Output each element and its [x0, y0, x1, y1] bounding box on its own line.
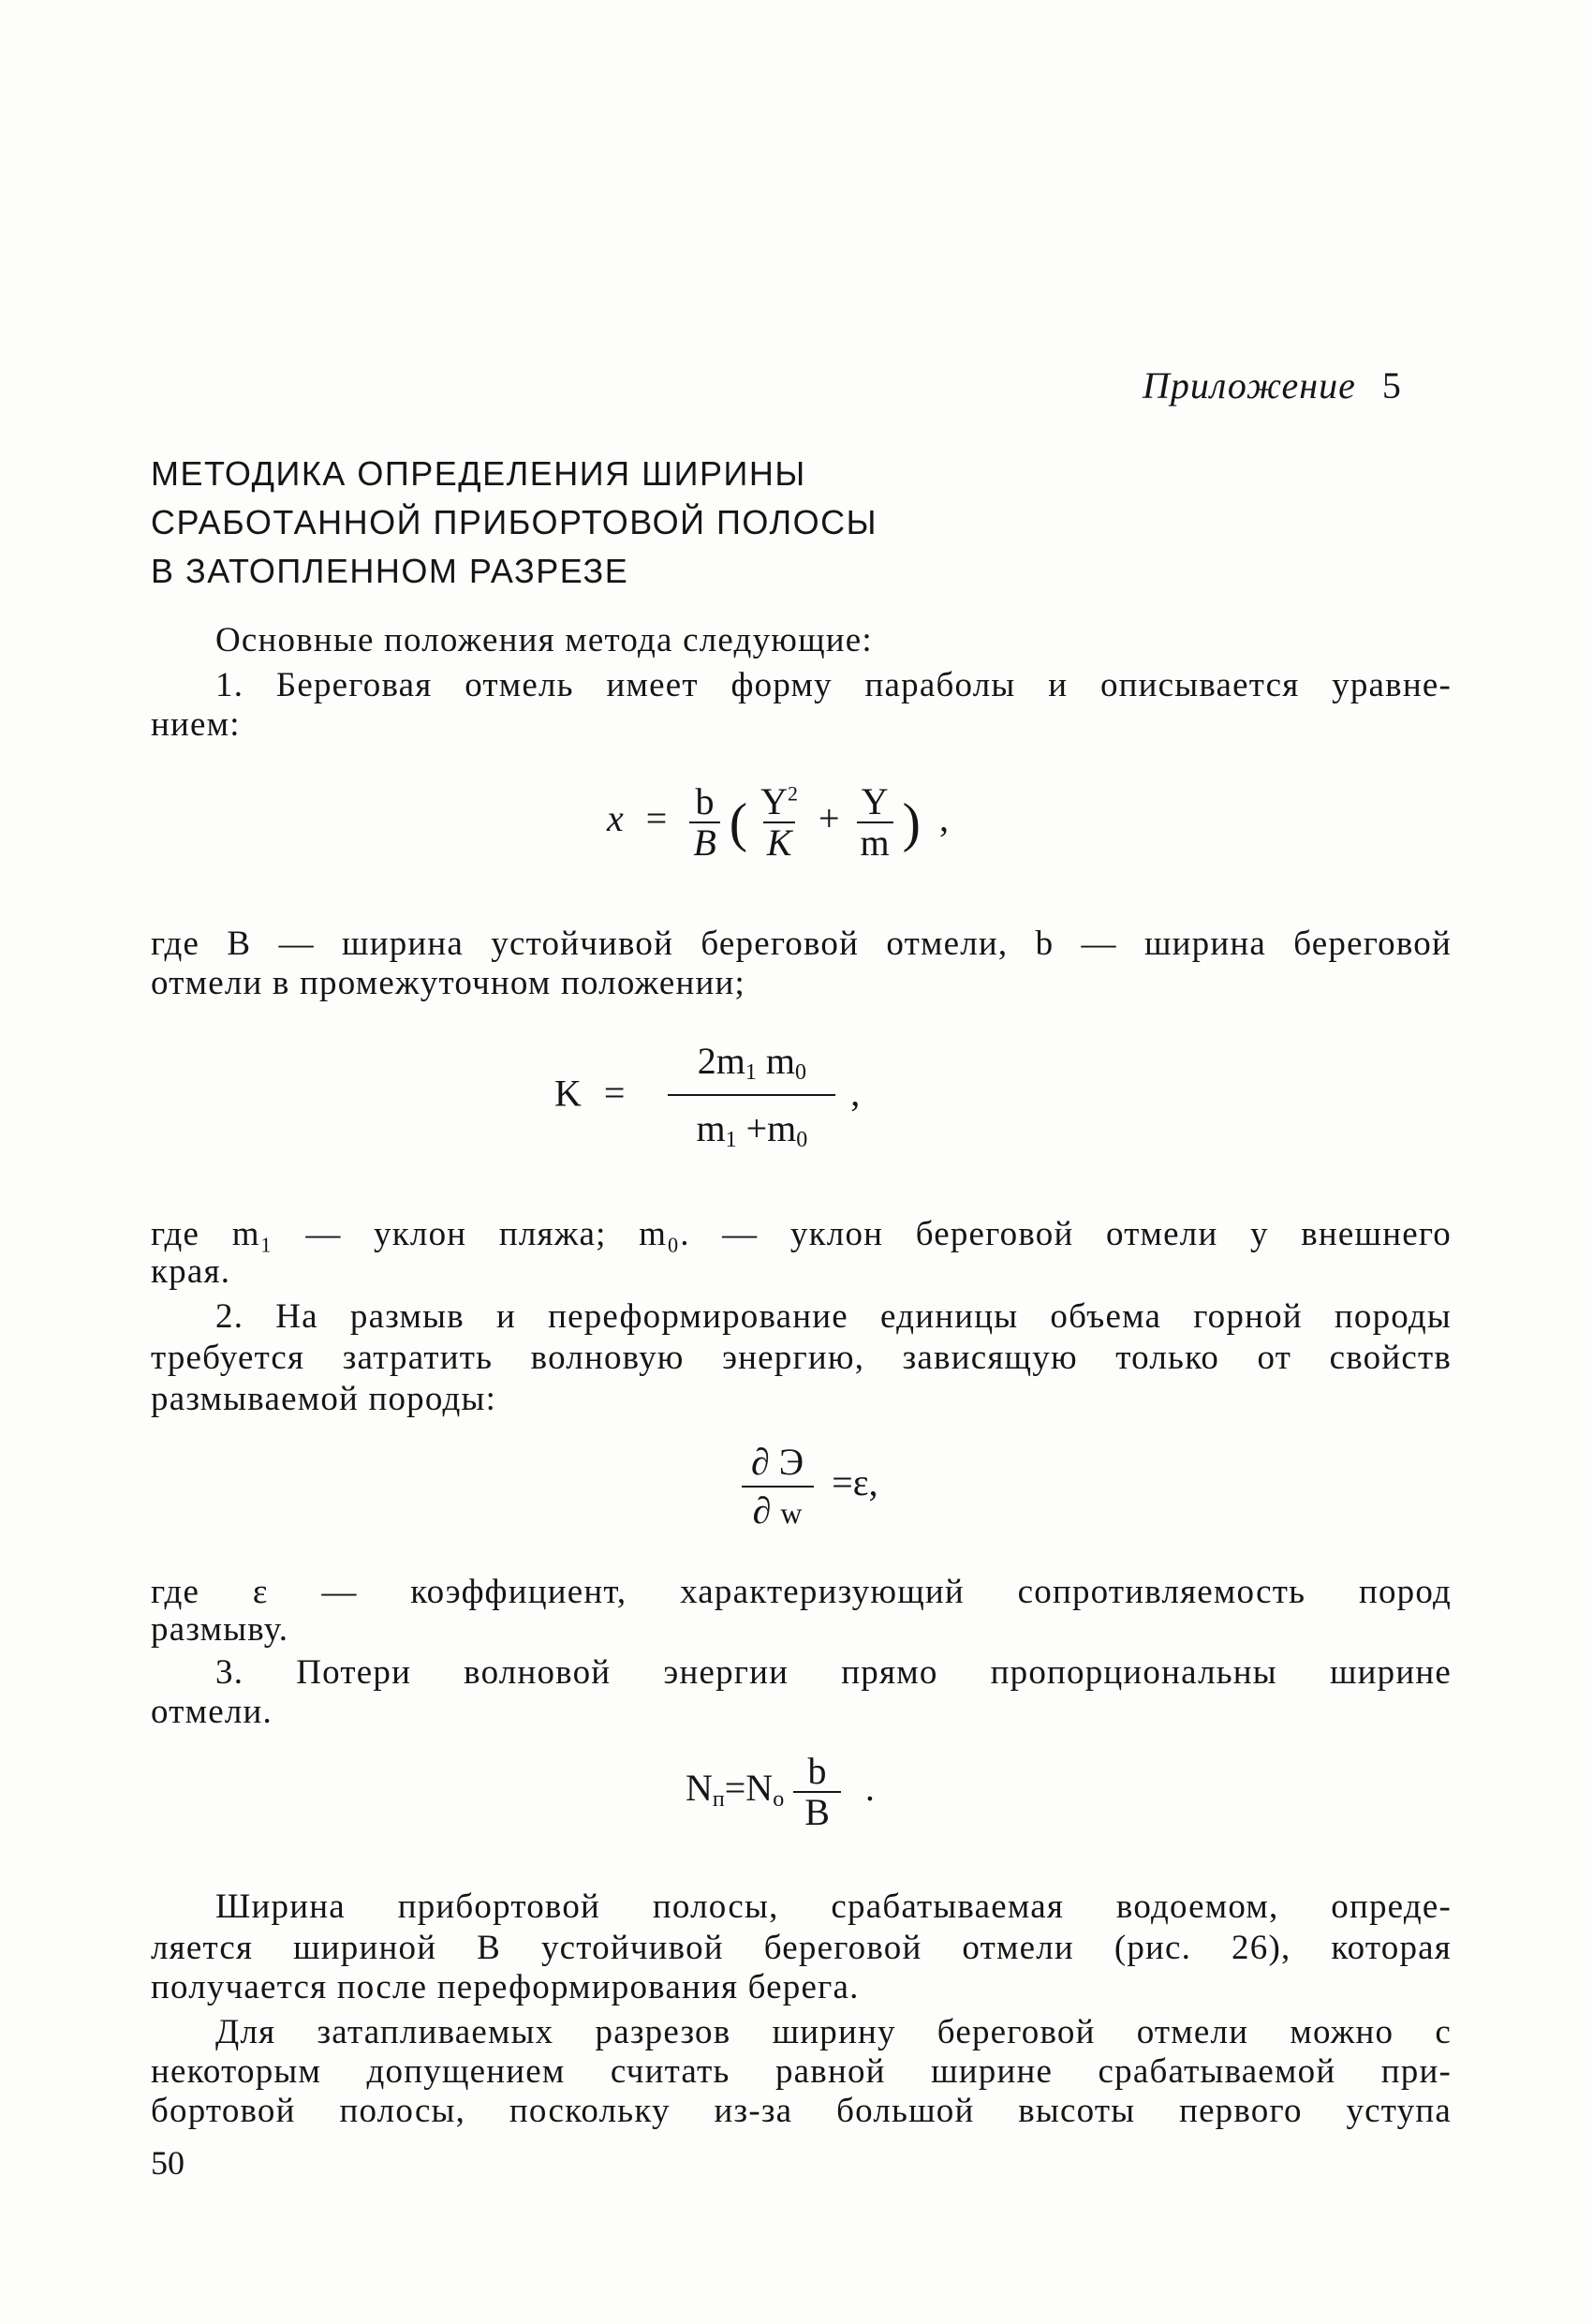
subscript: 1: [725, 1128, 737, 1153]
formula-eq: =: [832, 1461, 853, 1504]
paragraph-line: бортовой полосы, поскольку из-за большой высоты первого уступа: [151, 2092, 1452, 2130]
paragraph-line: Ширина прибортовой полосы, срабатываемая водоемом, опреде-: [215, 1887, 1452, 1926]
appendix-word: Приложение: [1143, 364, 1356, 407]
formula-fraction: [689, 782, 719, 863]
formula-rparen: ): [902, 792, 921, 853]
formula-epsilon: ε: [852, 1461, 869, 1504]
fraction-denominator: [742, 1486, 814, 1531]
title-line: В ЗАТОПЛЕННОМ РАЗРЕЗЕ: [151, 552, 629, 590]
term: 2m: [697, 1040, 745, 1082]
formula-eq: =: [603, 1072, 626, 1115]
paragraph-line: требуется затратить волновую энергию, зависящую только от свойств: [151, 1339, 1452, 1377]
paragraph-line: ляется шириной B устойчивой береговой отмели (рис. 26), которая: [151, 1929, 1452, 1967]
fraction-numerator: Y: [861, 780, 889, 822]
formula-var: x: [607, 797, 624, 840]
formula-losses: [686, 1752, 875, 1832]
paragraph-line: где m₁ — уклон пляжа; m₀. — уклон береговой отмели у внешнего: [151, 1215, 1452, 1253]
paragraph-line: некоторым допущением считать равной ширине срабатываемой при-: [151, 2052, 1452, 2091]
term: m: [767, 1107, 797, 1150]
formula-eq: =: [724, 1767, 746, 1810]
intro-line: Основные положения метода следующие:: [215, 621, 873, 659]
formula-var: K: [554, 1072, 582, 1115]
formula-fraction: [757, 782, 802, 863]
formula-comma: ,: [850, 1072, 861, 1115]
formula-var: N: [745, 1767, 774, 1810]
formula-fraction: [793, 1752, 841, 1832]
formula-k: [554, 1042, 860, 1152]
fraction-denominator: B: [689, 822, 719, 863]
formula-eq: =: [645, 797, 668, 840]
subscript: 0: [794, 1060, 806, 1085]
paragraph-line: отмели.: [151, 1693, 273, 1731]
fraction-numerator: ∂ Э: [751, 1441, 804, 1483]
formula-energy: [740, 1443, 878, 1531]
subscript: 1: [745, 1060, 757, 1085]
fraction-denominator: [668, 1094, 835, 1152]
appendix-number: 5: [1381, 364, 1402, 407]
formula-var: N: [686, 1767, 713, 1810]
fraction-denominator: K: [763, 822, 796, 863]
subscript: 0: [796, 1128, 808, 1153]
term: ∂: [752, 1489, 772, 1532]
fraction-numerator: [670, 1042, 834, 1094]
fraction-numerator: b: [695, 780, 715, 822]
fraction-denominator: m: [857, 822, 893, 863]
term: w: [780, 1496, 803, 1530]
subscript: о: [773, 1787, 785, 1813]
title-line: МЕТОДИКА ОПРЕДЕЛЕНИЯ ШИРИНЫ: [151, 454, 806, 493]
term: m: [765, 1040, 795, 1082]
fraction-numerator: [757, 782, 802, 822]
paragraph-line: получается после переформирования берега.: [151, 1968, 860, 2006]
paragraph-line: отмели в промежуточном положении;: [151, 964, 745, 1002]
paragraph-line: края.: [151, 1252, 231, 1291]
section-title: [151, 450, 878, 596]
exponent: 2: [787, 781, 798, 806]
formula-period: .: [864, 1767, 875, 1810]
title-line: СРАБОТАННОЙ ПРИБОРТОВОЙ ПОЛОСЫ: [151, 503, 878, 541]
paragraph-line: 2. На размыв и переформирование единицы объема горной породы: [215, 1297, 1452, 1336]
paragraph-line: 1. Береговая отмель имеет форму параболы и описывается уравне-: [215, 666, 1452, 704]
fraction-denominator: B: [793, 1791, 841, 1832]
paragraph-line: где B — ширина устойчивой береговой отмели, b — ширина береговой: [151, 925, 1452, 963]
paragraph-line: Для затапливаемых разрезов ширину береговой отмели можно с: [215, 2013, 1452, 2051]
paragraph-line: нием:: [151, 705, 241, 744]
plus: +: [745, 1107, 768, 1150]
formula-comma: ,: [939, 797, 949, 840]
appendix-header: [1143, 363, 1402, 407]
formula-comma: ,: [868, 1461, 878, 1504]
formula-lparen: (: [729, 792, 748, 853]
formula-parabola: [607, 782, 949, 863]
term: m: [696, 1107, 726, 1150]
paragraph-line: 3. Потери волновой энергии прямо пропорциональны ширине: [215, 1653, 1452, 1692]
var-y: Y: [760, 780, 788, 822]
formula-plus: +: [818, 797, 840, 840]
subscript: п: [712, 1787, 725, 1813]
paragraph-line: размыву.: [151, 1610, 289, 1649]
formula-fraction: [668, 1042, 835, 1152]
paragraph-line: размываемой породы:: [151, 1380, 497, 1418]
fraction-numerator: b: [807, 1750, 827, 1792]
formula-fraction: [857, 782, 893, 863]
page-number: 50: [151, 2144, 184, 2182]
formula-fraction: [740, 1443, 815, 1531]
paragraph-line: где ε — коэффициент, характеризующий сопротивляемость пород: [151, 1573, 1452, 1611]
